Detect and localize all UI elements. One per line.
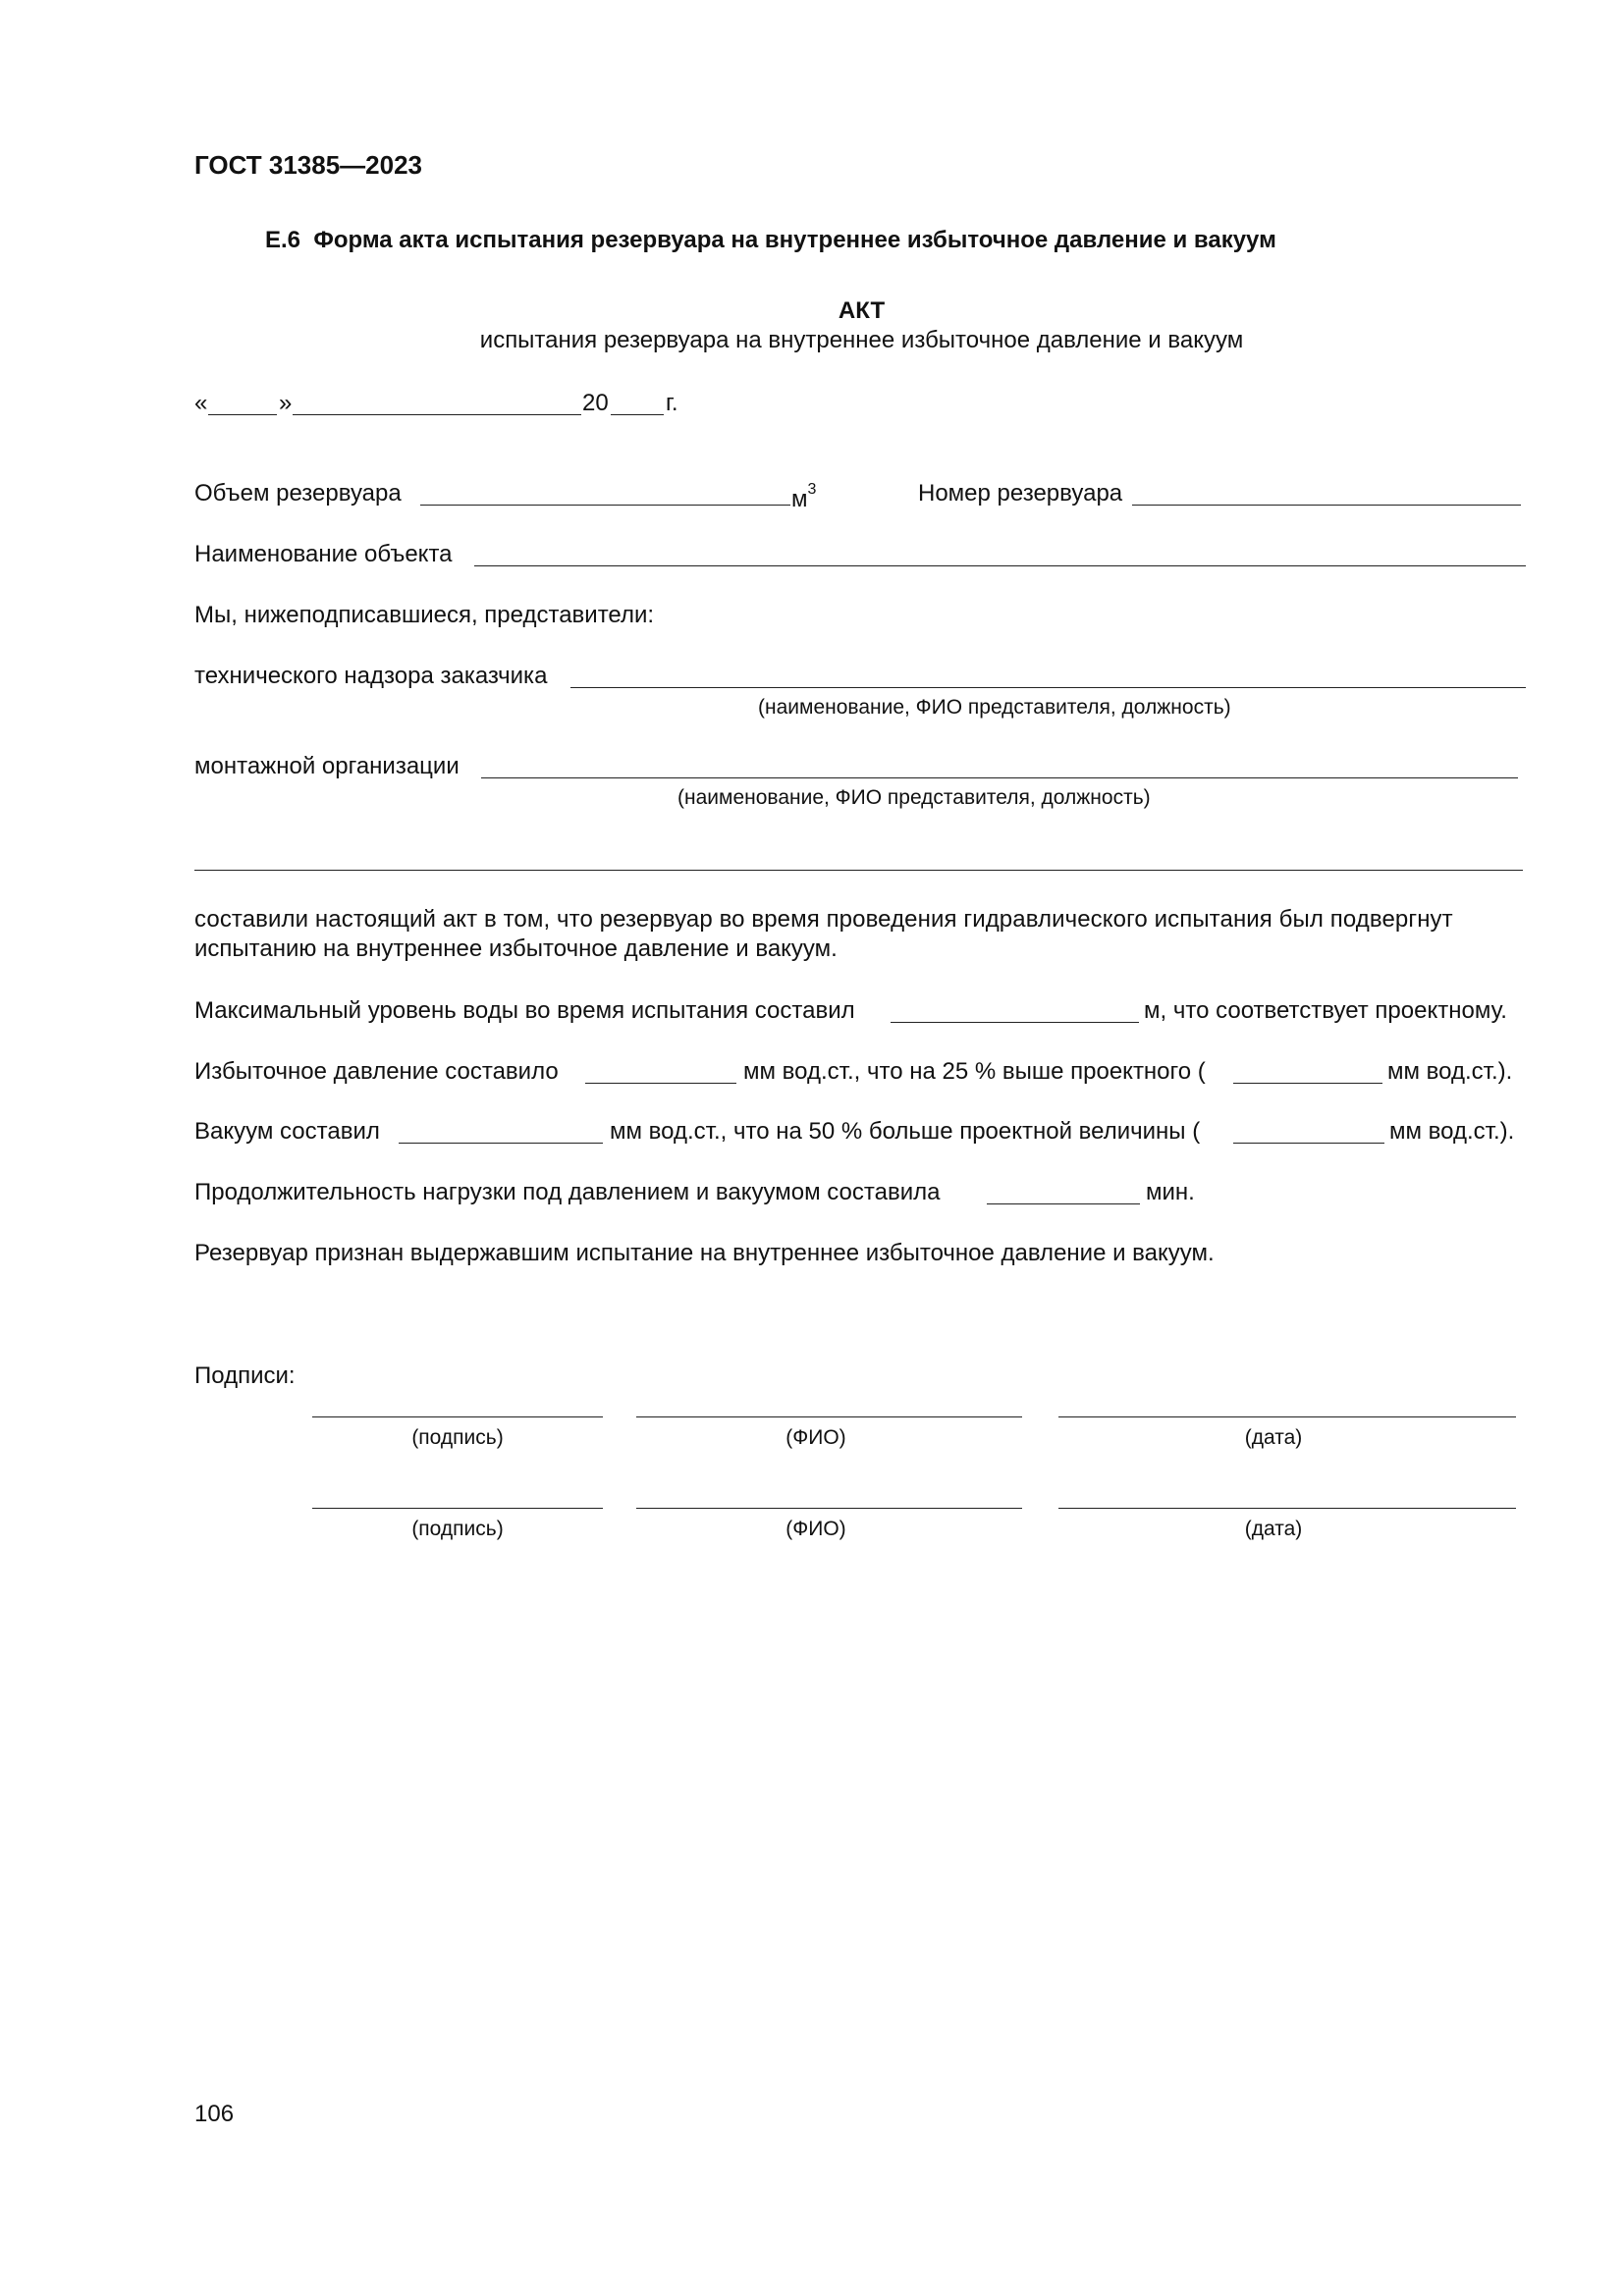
date-close-quote: » [279, 390, 293, 416]
date-year-prefix: 20 [582, 390, 609, 416]
object-label: Наименование объекта [194, 541, 453, 567]
water-level-field[interactable] [891, 1022, 1139, 1023]
signature-caption: (подпись) [411, 1518, 504, 1540]
supervision-label: технического надзора заказчика [194, 663, 548, 689]
act-title: АКТ [838, 297, 886, 324]
duration-prefix: Продолжительность нагрузки под давлением и вакуумом составила [194, 1179, 941, 1205]
conclusion: Резервуар признан выдержавшим испытание на внутреннее избыточное давление и вакуум. [194, 1240, 1215, 1266]
vacuum-project-field[interactable] [1233, 1143, 1384, 1144]
number-field[interactable] [1132, 505, 1521, 506]
date-year-suffix: г. [666, 390, 678, 416]
vacuum-prefix: Вакуум составил [194, 1118, 380, 1145]
duration-suffix: мин. [1146, 1179, 1195, 1205]
volume-unit-text: м [791, 486, 808, 512]
volume-label: Объем резервуара [194, 480, 402, 507]
act-subtitle: испытания резервуара на внутреннее избыточное давление и вакуум [479, 327, 1244, 353]
name-caption: (ФИО) [785, 1426, 846, 1449]
date-open-quote: « [194, 390, 208, 416]
document-standard-header: ГОСТ 31385—2023 [194, 150, 422, 180]
overpressure-suffix: мм вод.ст.). [1387, 1058, 1513, 1085]
vacuum-field[interactable] [399, 1143, 603, 1144]
section-title: Е.6 Форма акта испытания резервуара на внутреннее избыточное давление и вакуум [265, 227, 1276, 253]
installer-field-continuation[interactable] [194, 870, 1523, 871]
date-caption: (дата) [1244, 1518, 1303, 1540]
date-caption: (дата) [1244, 1426, 1303, 1449]
date-year-field[interactable] [611, 414, 664, 415]
volume-unit-superscript: 3 [807, 481, 817, 498]
vacuum-suffix: мм вод.ст.). [1389, 1118, 1515, 1145]
water-level-prefix: Максимальный уровень воды во время испытания составил [194, 997, 855, 1024]
name-field[interactable] [636, 1508, 1022, 1509]
date-day-field[interactable] [208, 414, 277, 415]
signatures-label: Подписи: [194, 1362, 296, 1389]
vacuum-middle: мм вод.ст., что на 50 % больше проектной величины ( [610, 1118, 1201, 1145]
signature-caption: (подпись) [411, 1426, 504, 1449]
name-field[interactable] [636, 1416, 1022, 1417]
overpressure-middle: мм вод.ст., что на 25 % выше проектного ( [743, 1058, 1206, 1085]
overpressure-field[interactable] [585, 1083, 736, 1084]
supervision-hint: (наименование, ФИО представителя, должность) [758, 696, 1231, 719]
signature-field[interactable] [312, 1508, 603, 1509]
date-month-field[interactable] [293, 414, 581, 415]
installer-hint: (наименование, ФИО представителя, должность) [677, 786, 1151, 809]
duration-field[interactable] [987, 1203, 1140, 1204]
volume-field[interactable] [420, 505, 790, 506]
installer-label: монтажной организации [194, 753, 460, 779]
date-field[interactable] [1058, 1416, 1516, 1417]
object-field[interactable] [474, 565, 1526, 566]
number-label: Номер резервуара [918, 480, 1123, 507]
water-level-suffix: м, что соответствует проектному. [1144, 997, 1507, 1024]
name-caption: (ФИО) [785, 1518, 846, 1540]
we-label: Мы, нижеподписавшиеся, представители: [194, 602, 655, 628]
supervision-field[interactable] [570, 687, 1526, 688]
paragraph-line-2: испытанию на внутреннее избыточное давление и вакуум. [194, 935, 838, 962]
volume-unit [791, 480, 816, 513]
overpressure-prefix: Избыточное давление составило [194, 1058, 559, 1085]
paragraph-line-1: составили настоящий акт в том, что резервуар во время проведения гидравлического испытания был подвергнут [194, 906, 1453, 933]
page-number: 106 [194, 2101, 235, 2127]
installer-field[interactable] [481, 777, 1518, 778]
date-field[interactable] [1058, 1508, 1516, 1509]
signature-field[interactable] [312, 1416, 603, 1417]
overpressure-project-field[interactable] [1233, 1083, 1382, 1084]
